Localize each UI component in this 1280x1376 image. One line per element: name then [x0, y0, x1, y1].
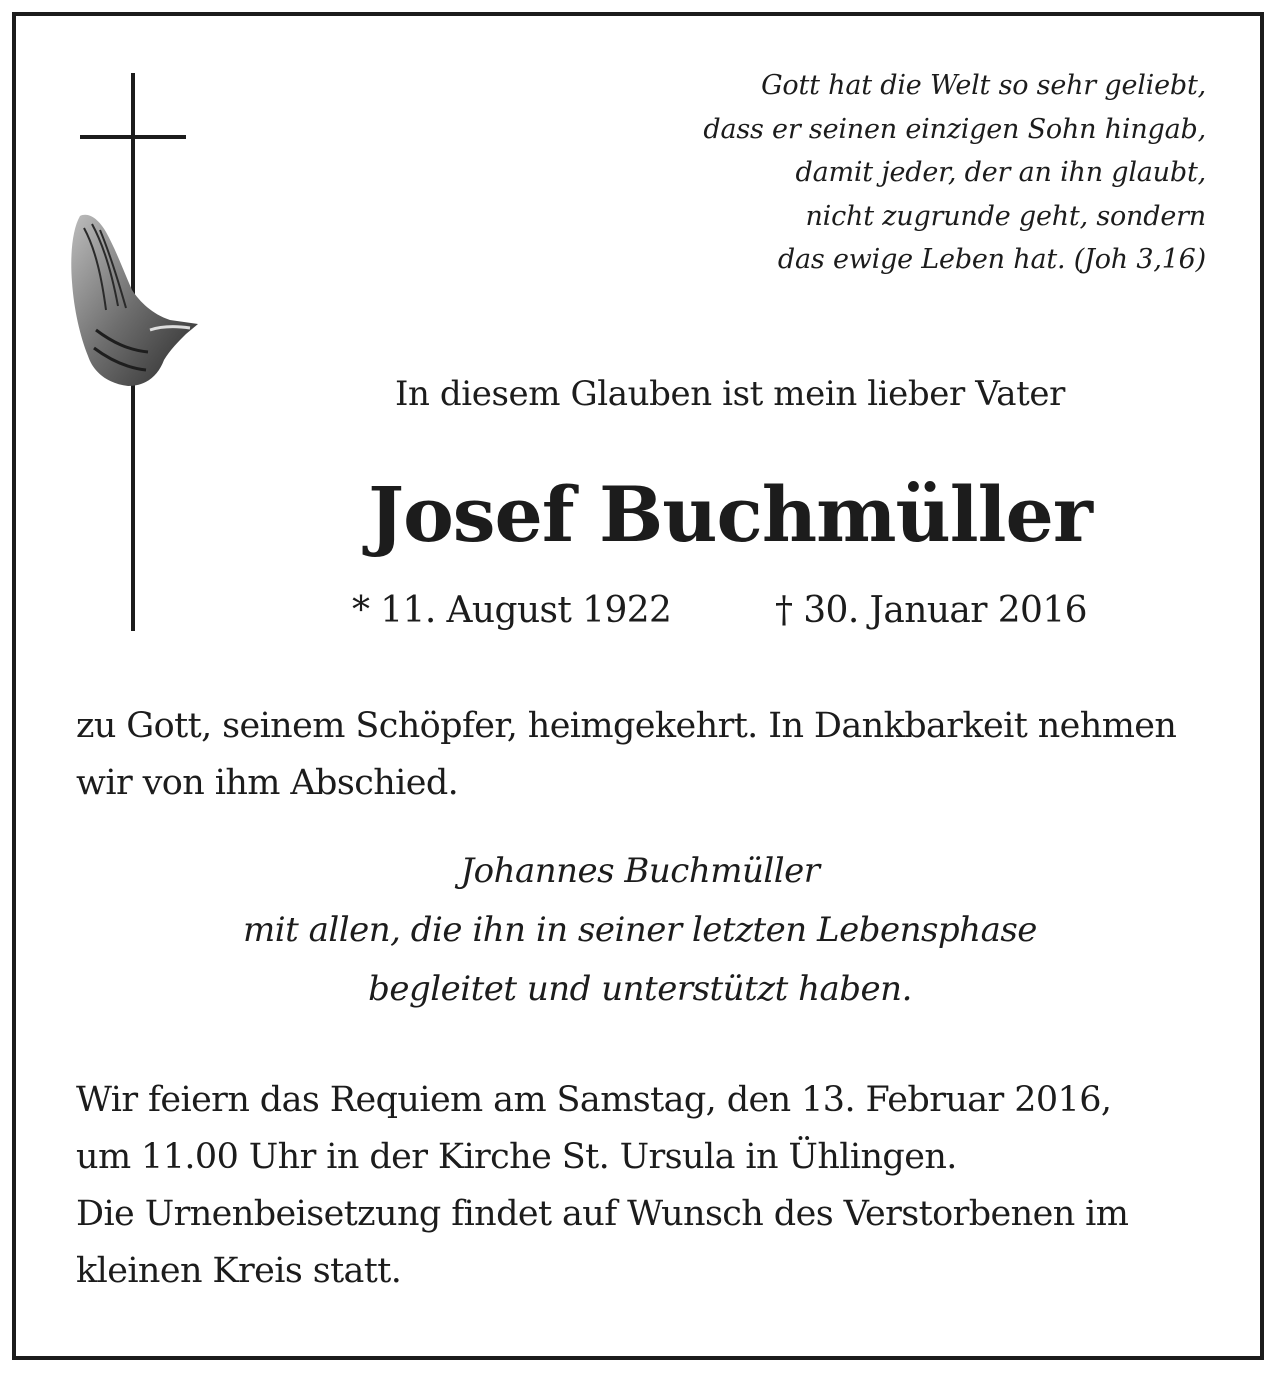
signer-line: Johannes Buchmüller	[460, 851, 820, 891]
bible-verse	[566, 64, 1206, 282]
birth-date: * 11. August 1922	[352, 590, 672, 631]
verse-line: dass er seinen einzigen Sohn hingab,	[703, 113, 1206, 145]
verse-line: das ewige Leben hat. (Joh 3,16)	[777, 244, 1206, 275]
paragraph-line: wir von ihm Abschied.	[76, 763, 459, 803]
verse-line: Gott hat die Welt so sehr geliebt,	[761, 70, 1206, 101]
announcement-paragraph	[76, 698, 1204, 812]
intro-text: In diesem Glauben ist mein lieber Vater	[395, 374, 1065, 414]
paragraph-line: um 11.00 Uhr in der Kirche St. Ursula in Ühlingen.	[76, 1137, 957, 1177]
signer-line: begleitet und unterstützt haben.	[368, 969, 912, 1009]
cross-bar	[80, 135, 186, 139]
verse-line: damit jeder, der an ihn glaubt,	[795, 157, 1206, 188]
deceased-name: Josef Buchmüller	[368, 470, 1092, 559]
verse-line: nicht zugrunde geht, sondern	[805, 200, 1206, 232]
paragraph-line: Die Urnenbeisetzung findet auf Wunsch des Verstorbenen im	[76, 1194, 1129, 1234]
signers-block	[30, 842, 1250, 1019]
signer-line: mit allen, die ihn in seiner letzten Lebensphase	[243, 910, 1037, 950]
praying-hands-icon	[66, 210, 200, 394]
paragraph-line: Wir feiern das Requiem am Samstag, den 13. Februar 2016,	[76, 1080, 1112, 1120]
paragraph-line: kleinen Kreis statt.	[76, 1251, 402, 1291]
death-date: † 30. Januar 2016	[775, 590, 1087, 631]
paragraph-line: zu Gott, seinem Schöpfer, heimgekehrt. In Dankbarkeit nehmen	[76, 706, 1177, 746]
requiem-paragraph	[76, 1072, 1204, 1300]
